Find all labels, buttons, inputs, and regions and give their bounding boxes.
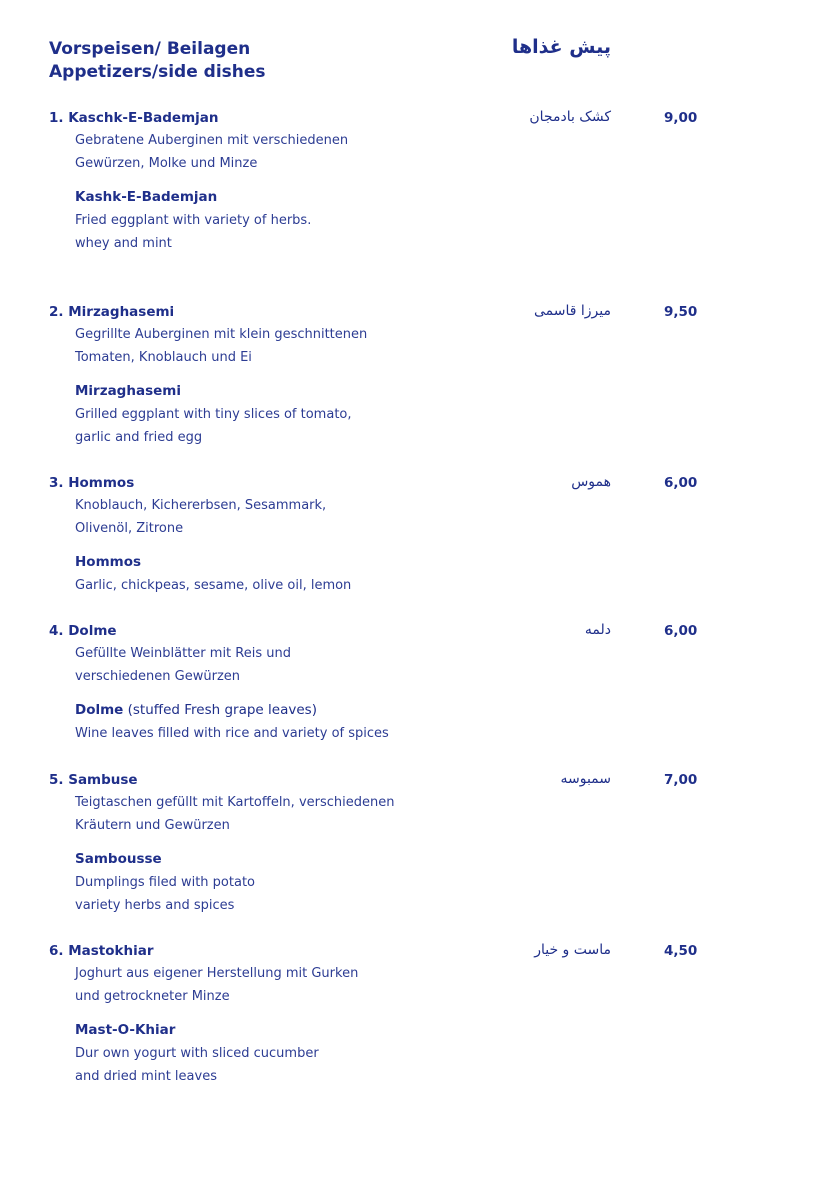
description-line: und getrockneter Minze: [75, 989, 230, 1004]
menu-item-title: 6. Mastokhiar: [49, 943, 154, 959]
description-line: Dur own yogurt with sliced cucumber: [75, 1046, 319, 1061]
menu-item-title-en-name: Dolme: [75, 702, 124, 718]
menu-item-title-en: [75, 700, 317, 720]
description-line: Olivenöl, Zitrone: [75, 521, 184, 536]
description-line: Wine leaves filled with rice and variety of spices: [75, 726, 389, 741]
description-line: Grilled eggplant with tiny slices of tomato,: [75, 407, 352, 422]
description-line: Joghurt aus eigener Herstellung mit Gurken: [75, 966, 359, 981]
menu-item-title-en-name: Mirzaghasemi: [75, 383, 181, 399]
menu-item-title-en: [75, 381, 181, 401]
menu-item-description-en: [75, 574, 351, 597]
menu-item-title: 4. Dolme: [49, 623, 117, 639]
section-title-en: Appetizers/side dishes: [49, 62, 266, 82]
menu-item-title-en: [75, 1020, 175, 1040]
description-line: Fried eggplant with variety of herbs.: [75, 213, 312, 228]
menu-item-description-en: [75, 1042, 319, 1088]
description-line: verschiedenen Gewürzen: [75, 669, 241, 684]
menu-item-title-en-name: Mast-O-Khiar: [75, 1022, 176, 1038]
menu-item-title-en-name: Hommos: [75, 554, 142, 570]
description-line: Garlic, chickpeas, sesame, olive oil, lemon: [75, 578, 352, 593]
menu-item-title: 3. Hommos: [49, 475, 135, 491]
menu-item-price: 4,50: [664, 943, 698, 959]
menu-item-title: 2. Mirzaghasemi: [49, 304, 175, 320]
description-line: Gefüllte Weinblätter mit Reis und: [75, 646, 291, 661]
menu-item-description-en: [75, 403, 352, 449]
menu-item-description-en: [75, 871, 255, 917]
menu-item-price: 9,50: [664, 304, 698, 320]
menu-item-price: 7,00: [664, 772, 698, 788]
menu-item-description-de: [75, 129, 348, 175]
menu-item-description-de: [75, 494, 326, 540]
section-title-fa: پیش غذاها: [511, 36, 611, 58]
menu-item-price: 9,00: [664, 110, 698, 126]
description-line: Gewürzen, Molke und Minze: [75, 156, 258, 171]
description-line: and dried mint leaves: [75, 1069, 217, 1084]
menu-item-title-en: [75, 187, 217, 207]
menu-item-title-fa: هموس: [571, 474, 611, 490]
menu-item-description-de: [75, 642, 291, 688]
menu-item-title-en-name: Sambousse: [75, 851, 162, 867]
description-line: variety herbs and spices: [75, 898, 235, 913]
menu-item-title-fa: ماست و خیار: [534, 942, 611, 958]
menu-item-description-en: [75, 722, 389, 745]
menu-item-title-fa: کشک بادمجان: [529, 109, 611, 125]
menu-item-title-en-note: (stuffed Fresh grape leaves): [123, 702, 317, 718]
menu-item-title-fa: میرزا قاسمی: [534, 303, 611, 319]
menu-item-title-fa: دلمه: [584, 622, 611, 638]
menu-item-title-en-name: Kashk-E-Bademjan: [75, 189, 218, 205]
menu-item-title-en: [75, 552, 141, 572]
menu-item-title-en: [75, 849, 162, 869]
menu-item-price: 6,00: [664, 623, 698, 639]
menu-item-description-de: [75, 323, 367, 369]
description-line: Gegrillte Auberginen mit klein geschnittenen: [75, 327, 368, 342]
menu-item-title: 5. Sambuse: [49, 772, 138, 788]
description-line: Gebratene Auberginen mit verschiedenen: [75, 133, 349, 148]
description-line: Dumplings filed with potato: [75, 875, 256, 890]
description-line: Tomaten, Knoblauch und Ei: [75, 350, 252, 365]
description-line: Teigtaschen gefüllt mit Kartoffeln, verschiedenen: [75, 795, 395, 810]
description-line: garlic and fried egg: [75, 430, 203, 445]
description-line: Knoblauch, Kichererbsen, Sesammark,: [75, 498, 327, 513]
description-line: Kräutern und Gewürzen: [75, 818, 230, 833]
menu-item-description-en: [75, 209, 311, 255]
section-title-de: Vorspeisen/ Beilagen: [49, 39, 251, 59]
description-line: whey and mint: [75, 236, 172, 251]
menu-item-title: 1. Kaschk-E-Bademjan: [49, 110, 219, 126]
menu-item-description-de: [75, 962, 358, 1008]
menu-item-price: 6,00: [664, 475, 698, 491]
menu-item-description-de: [75, 791, 394, 837]
menu-item-title-fa: سمبوسه: [560, 771, 611, 787]
